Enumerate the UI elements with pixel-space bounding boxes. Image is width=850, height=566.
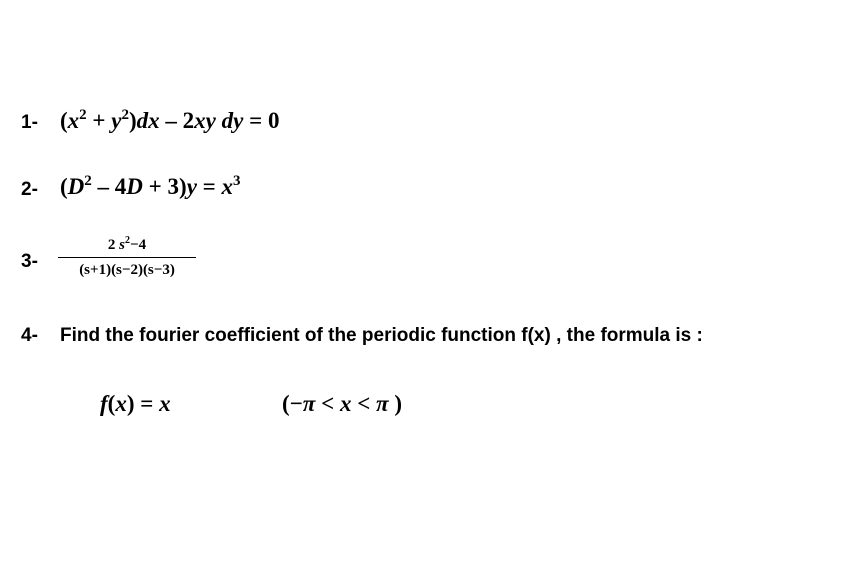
fraction-denominator: (s+1)(s−2)(s−3) bbox=[79, 262, 175, 278]
problem-2-number: 2- bbox=[21, 179, 38, 200]
problem-3-fraction bbox=[58, 235, 196, 278]
problem-2-equation: $(D^2 - 4D + 3)y = x^3$ bbox=[60, 173, 241, 199]
problem-4-statement: Find the fourier coefficient of the periodic function f(x) , the formula is : bbox=[60, 325, 703, 346]
problem-4-number: 4- bbox=[21, 325, 38, 346]
fraction-numerator: 2 $s^2-4$ bbox=[107, 235, 147, 253]
problem-3-number: 3- bbox=[21, 251, 38, 272]
problem-4-domain: (−π < x < π ) bbox=[282, 391, 403, 416]
problem-1-number: 1- bbox=[21, 112, 38, 133]
problem-4-formula: f(x) = x bbox=[100, 391, 171, 416]
problem-1-equation: $(x^2 + y^2)dx - 2xy$ dy = 0 bbox=[60, 107, 280, 133]
